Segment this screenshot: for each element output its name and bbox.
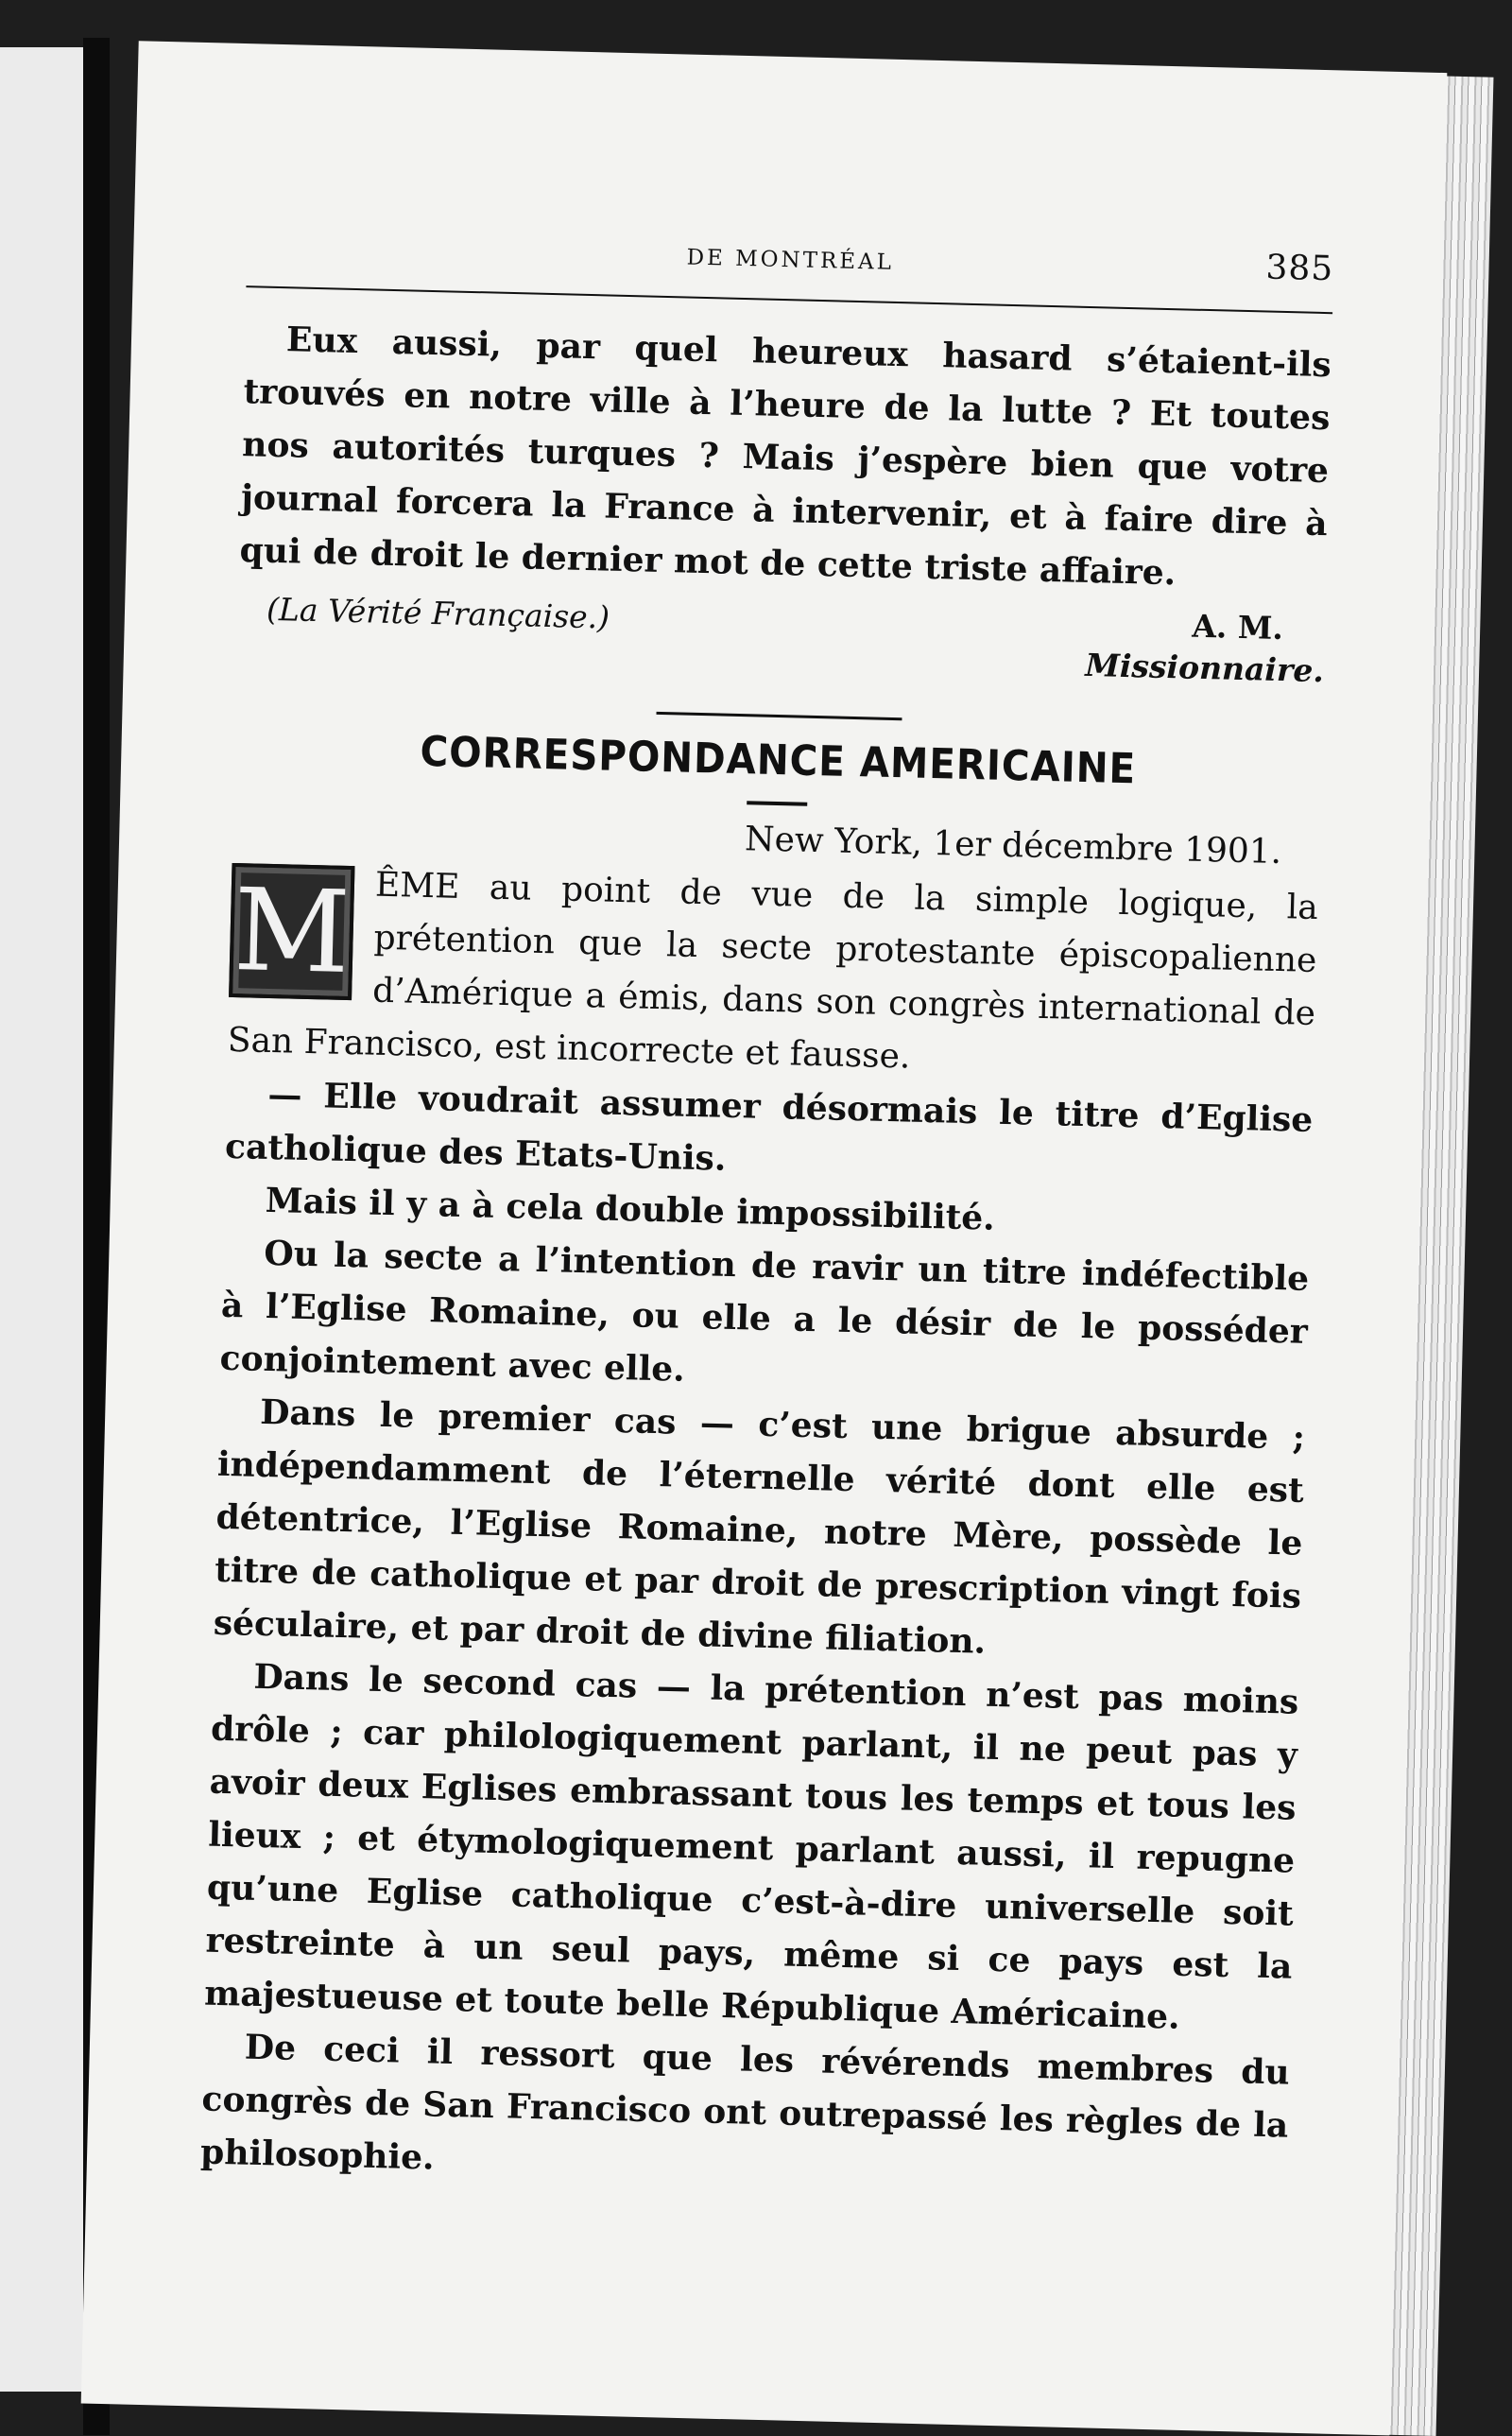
article-paragraph: Dans le second cas — la prétention n’est pas moins drôle ; car philologiquement parlant, il ne peut pas y avoir deux Eglises embrassant tous les temps et tous les lieux ; et étymologiquement parlant aussi, il repugne qu’une Eglise catholique c’est-à-dire universelle soit restreinte à un seul pays, même si ce pays est la majestueuse et toute belle République Américaine. — [203, 1656, 1299, 2037]
page-content — [200, 223, 1334, 2204]
article-paragraph: Mais il y a à cela double impossibilité. — [265, 1180, 996, 1238]
first-paragraph: ÊME au point de vue de la simple logique, la prétention que la secte protestante épiscopalienne d’Amérique a émis, dans son congrès international de San Francisco, est incorrecte et fausse. — [227, 865, 1319, 1077]
letter-signature — [236, 584, 1325, 705]
signature-initials: A. M. — [1191, 607, 1284, 648]
article-body — [200, 855, 1319, 2205]
page-number: 385 — [1265, 248, 1334, 289]
heading-rule — [747, 801, 807, 806]
drop-cap-initial: M — [229, 863, 354, 1000]
article-paragraph: Ou la secte a l’intention de ravir un titre indéfectible à l’Eglise Romaine, ou elle a le désir de le posséder conjointement avec elle. — [219, 1233, 1310, 1390]
letter-paragraph: Eux aussi, par quel heureux hasard s’étaient-ils trouvés en notre ville à l’heure de la lutte ? Et toutes nos autorités turques ? Mais j’espère bien que votre journal forcera la France à intervenir, et à faire dire à qui de droit le dernier mot de cette triste affaire. — [239, 320, 1332, 594]
article-dateline: New York, 1er décembre 1901. — [744, 820, 1282, 872]
source-citation: (La Vérité Française.) — [266, 590, 610, 636]
facing-page-edge — [0, 47, 83, 2392]
book-page — [81, 41, 1448, 2435]
article-paragraph: — Elle voudrait assumer désormais le titre d’Eglise catholique des Etats-Unis. — [224, 1074, 1314, 1179]
signature-role: Missionnaire. — [1084, 646, 1325, 690]
article-heading: CORRESPONDANCE AMERICAINE — [420, 727, 1137, 794]
section-divider — [657, 712, 902, 720]
running-head — [247, 223, 1334, 306]
article-paragraph: Dans le premier cas — c’est une brigue absurde ; indépendamment de l’éternelle vérité dont elle est détentrice, l’Eglise Romaine, notre Mère, possède le titre de catholique et par droit de prescription vingt fois séculaire, et par droit de divine filiation. — [213, 1391, 1306, 1662]
running-title: DE MONTRÉAL — [686, 245, 895, 275]
article-paragraph: De ceci il ressort que les révérends membres du congrès de San Francisco ont outrepassé les règles de la philosophie. — [199, 2027, 1291, 2178]
